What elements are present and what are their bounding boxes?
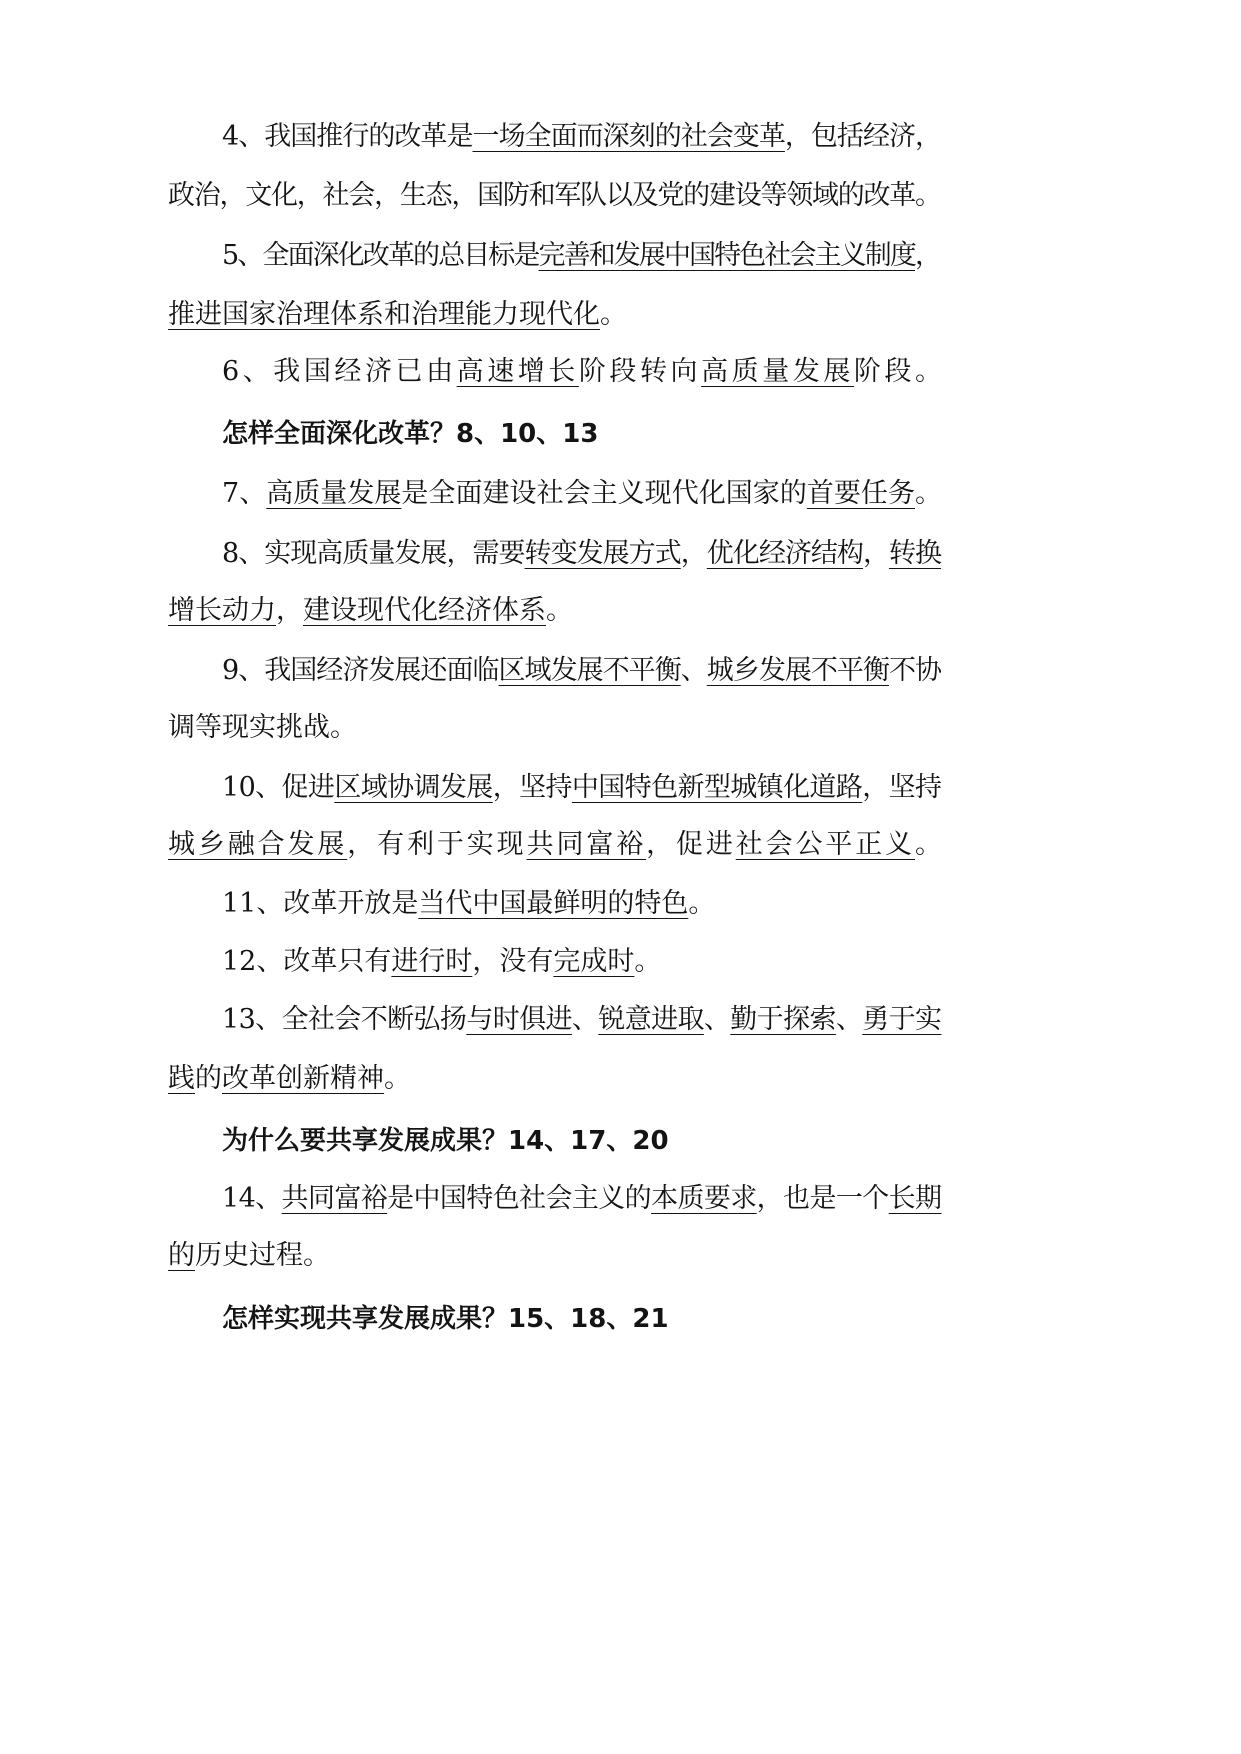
line-text <box>222 1116 669 1166</box>
list-item-continuation <box>0 290 1241 340</box>
text-run: 政治，文化，社会，生态，国防和军队以及党的建设等领域的改革。 <box>168 180 941 211</box>
text-run: 8、实现高质量发展，需要 <box>222 538 525 569</box>
underlined-key-phrase: 共同富裕 <box>526 829 647 860</box>
text-run: 6、我国经济已由 <box>222 356 457 387</box>
text-run: ，没有 <box>472 946 554 977</box>
underlined-key-phrase: 改革创新精神 <box>222 1063 384 1094</box>
list-item <box>0 231 1241 281</box>
section-heading <box>0 409 1241 459</box>
line-text <box>222 112 941 162</box>
text-run: 。 <box>634 946 662 977</box>
underlined-key-phrase: 践 <box>168 1063 195 1094</box>
text-run: 14、 <box>222 1183 282 1214</box>
underlined-key-phrase: 进行时 <box>391 946 473 977</box>
text-run: ， <box>276 595 303 626</box>
list-item-continuation <box>0 586 1241 636</box>
text-run: 10、促进 <box>222 772 335 803</box>
list-item-continuation <box>0 1054 1241 1104</box>
underlined-key-phrase: 与时俱进 <box>466 1004 572 1035</box>
line-text <box>168 171 941 221</box>
underlined-key-phrase: 完善和发展中国特色社会主义制度 <box>538 240 915 271</box>
line-text <box>168 820 945 870</box>
underlined-key-phrase: 转换 <box>888 538 942 569</box>
text-run: 7、 <box>222 478 267 509</box>
underlined-key-phrase: 当代中国最鲜明的特色 <box>418 888 689 919</box>
text-run: 怎样实现共享发展成果？15、18、21 <box>222 1304 669 1334</box>
line-text <box>222 409 598 459</box>
text-run: ，包括经济， <box>784 121 942 152</box>
text-run: ，坚持 <box>492 772 572 803</box>
text-run: 。 <box>546 595 573 626</box>
text-run: 是全面建设社会主义现代化国家的 <box>401 478 807 509</box>
text-run: ，也是一个 <box>756 1183 889 1214</box>
text-run: 阶段。 <box>853 356 946 387</box>
line-text <box>222 1294 669 1344</box>
list-item <box>0 529 1241 579</box>
underlined-key-phrase: 城乡发展不平衡 <box>706 655 889 686</box>
text-run: 不协 <box>888 655 942 686</box>
line-text <box>168 586 573 636</box>
underlined-key-phrase: 区域协调发展 <box>334 772 493 803</box>
text-run: 4、我国推行的改革是 <box>222 121 473 152</box>
list-item-continuation <box>0 820 1241 870</box>
underlined-key-phrase: 优化经济结构 <box>706 538 863 569</box>
list-item <box>0 763 1241 813</box>
underlined-key-phrase: 高质量发展 <box>266 478 402 509</box>
line-text <box>222 763 941 813</box>
section-heading <box>0 1294 1241 1344</box>
text-run: 5、全面深化改革的总目标是 <box>222 240 539 271</box>
underlined-key-phrase: 的 <box>168 1240 195 1271</box>
text-run: 12、改革只有 <box>222 946 392 977</box>
text-run: 是中国特色社会主义的 <box>387 1183 652 1214</box>
text-run: ， <box>680 538 707 569</box>
line-text <box>168 290 627 340</box>
underlined-key-phrase: 长期 <box>888 1183 942 1214</box>
text-run: 。 <box>600 299 627 330</box>
text-run: 阶段转向 <box>578 356 702 387</box>
text-run: 为什么要共享发展成果？14、17、20 <box>222 1126 669 1156</box>
line-text <box>222 1174 941 1224</box>
underlined-key-phrase: 社会公平正义 <box>735 829 916 860</box>
underlined-key-phrase: 建设现代化经济体系 <box>303 595 546 626</box>
section-heading <box>0 1116 1241 1166</box>
text-run: ， <box>915 240 941 271</box>
text-run: 调等现实挑战。 <box>168 712 357 743</box>
list-item <box>0 995 1241 1045</box>
list-item-continuation <box>0 1231 1241 1281</box>
underlined-key-phrase: 本质要求 <box>651 1183 757 1214</box>
underlined-key-phrase: 增长动力 <box>168 595 276 626</box>
text-run: ，有利于实现 <box>347 829 527 860</box>
list-item <box>0 879 1241 929</box>
list-item <box>0 347 1241 397</box>
text-run: 、 <box>680 655 707 686</box>
underlined-key-phrase: 完成时 <box>553 946 635 977</box>
underlined-key-phrase: 首要任务 <box>806 478 915 509</box>
underlined-key-phrase: 区域发展不平衡 <box>498 655 681 686</box>
line-text <box>222 879 715 929</box>
text-run: 9、我国经济发展还面临 <box>222 655 499 686</box>
text-run: ， <box>862 538 889 569</box>
line-text <box>168 1054 411 1104</box>
underlined-key-phrase: 勇于实 <box>862 1004 942 1035</box>
text-run: 怎样全面深化改革？8、10、13 <box>222 419 599 449</box>
underlined-key-phrase: 中国特色新型城镇化道路 <box>571 772 863 803</box>
text-run: 的 <box>195 1063 222 1094</box>
line-text <box>222 347 946 397</box>
list-item <box>0 112 1241 162</box>
line-text <box>222 937 661 987</box>
line-text <box>222 231 940 281</box>
line-text <box>222 529 941 579</box>
underlined-key-phrase: 勤于探索 <box>730 1004 836 1035</box>
text-run: 、 <box>703 1004 731 1035</box>
text-run: ，促进 <box>646 829 736 860</box>
list-item-continuation <box>0 171 1241 221</box>
underlined-key-phrase: 高质量发展 <box>701 356 854 387</box>
underlined-key-phrase: 一场全面而深刻的社会变革 <box>472 121 785 152</box>
underlined-key-phrase: 共同富裕 <box>281 1183 388 1214</box>
text-run: ，坚持 <box>862 772 942 803</box>
underlined-key-phrase: 城乡融合发展 <box>168 829 348 860</box>
list-item-continuation <box>0 703 1241 753</box>
line-text <box>222 995 941 1045</box>
text-run: 历史过程。 <box>195 1240 330 1271</box>
list-item <box>0 1174 1241 1224</box>
text-run: 11、改革开放是 <box>222 888 419 919</box>
text-run: 。 <box>384 1063 411 1094</box>
underlined-key-phrase: 高速增长 <box>456 356 579 387</box>
text-run: 、 <box>835 1004 863 1035</box>
underlined-key-phrase: 推进国家治理体系和治理能力现代化 <box>168 299 600 330</box>
underlined-key-phrase: 锐意进取 <box>598 1004 704 1035</box>
line-text <box>222 646 941 696</box>
list-item <box>0 937 1241 987</box>
list-item <box>0 469 1241 519</box>
text-run: 、 <box>571 1004 599 1035</box>
text-run: 。 <box>688 888 716 919</box>
text-run: 。 <box>915 829 945 860</box>
underlined-key-phrase: 转变发展方式 <box>524 538 681 569</box>
line-text <box>168 703 357 753</box>
list-item <box>0 646 1241 696</box>
line-text <box>222 469 942 519</box>
line-text <box>168 1231 330 1281</box>
text-run: 13、全社会不断弘扬 <box>222 1004 467 1035</box>
text-run: 。 <box>915 478 943 509</box>
